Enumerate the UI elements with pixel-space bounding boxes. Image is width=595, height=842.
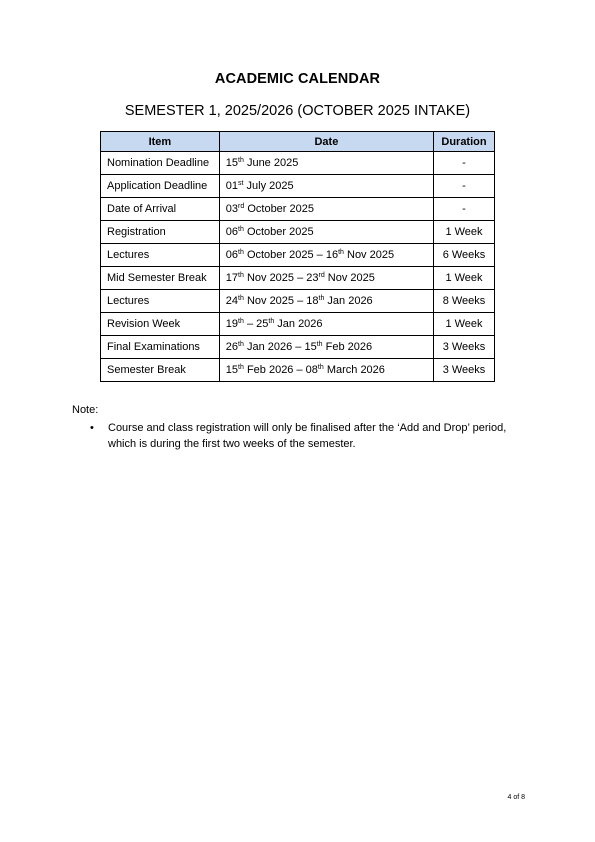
table-header-row — [101, 132, 495, 152]
date-day: 16 — [325, 249, 339, 261]
table-row — [101, 175, 495, 198]
cell-duration: 1 Week — [434, 267, 495, 290]
date-rest: Jan 2026 – — [243, 341, 305, 353]
date-day: 23 — [306, 272, 319, 284]
cell-item: Mid Semester Break — [101, 267, 220, 290]
header-duration: Duration — [434, 132, 495, 152]
date-ordinal-suffix: rd — [238, 203, 245, 210]
cell-item: Registration — [101, 221, 220, 244]
cell-duration: - — [434, 152, 495, 175]
date-ordinal-suffix: th — [238, 272, 244, 279]
cell-date — [219, 175, 433, 198]
date-rest: Nov 2025 – — [243, 295, 307, 307]
cell-duration: 6 Weeks — [434, 244, 495, 267]
date-rest: Feb 2026 — [322, 341, 373, 353]
table-row — [101, 267, 495, 290]
cell-date — [219, 290, 433, 313]
date-ordinal-suffix: th — [318, 295, 325, 302]
cell-duration: 8 Weeks — [434, 290, 495, 313]
header-item: Item — [101, 132, 220, 152]
date-rest: Jan 2026 — [274, 318, 323, 330]
date-rest: July 2025 — [243, 180, 294, 192]
date-day: 06 — [225, 249, 239, 261]
cell-item: Nomination Deadline — [101, 152, 220, 175]
academic-calendar-table — [100, 131, 495, 382]
date-rest: Nov 2025 — [343, 249, 395, 261]
date-day: 08 — [305, 364, 318, 376]
cell-duration: - — [434, 175, 495, 198]
page-number: 4 of 8 — [507, 794, 525, 801]
date-day: 15 — [304, 341, 317, 353]
table-row — [101, 290, 495, 313]
cell-date — [219, 267, 433, 290]
table-row — [101, 336, 495, 359]
date-ordinal-suffix: th — [317, 364, 324, 371]
bullet-icon: • — [90, 422, 94, 434]
cell-date — [219, 198, 433, 221]
header-date: Date — [219, 132, 433, 152]
date-ordinal-suffix: th — [238, 226, 244, 233]
date-ordinal-suffix: th — [238, 157, 244, 164]
table-row — [101, 221, 495, 244]
date-rest: Nov 2025 – — [243, 272, 307, 284]
table-row — [101, 244, 495, 267]
table-row — [101, 152, 495, 175]
cell-item: Application Deadline — [101, 175, 220, 198]
date-rest: Nov 2025 — [324, 272, 375, 284]
date-day: 18 — [306, 295, 319, 307]
date-ordinal-suffix: th — [268, 318, 275, 325]
document-title: ACADEMIC CALENDAR — [214, 71, 381, 87]
cell-duration: 3 Weeks — [434, 359, 495, 382]
date-rest: March 2026 — [323, 364, 385, 376]
cell-item: Semester Break — [101, 359, 220, 382]
date-rest: June 2025 — [243, 157, 299, 169]
date-ordinal-suffix: th — [238, 318, 244, 325]
cell-duration: 1 Week — [434, 313, 495, 336]
cell-date — [219, 313, 433, 336]
date-rest: October 2025 – — [243, 249, 326, 261]
date-ordinal-suffix: th — [338, 249, 344, 256]
date-day: 06 — [225, 226, 239, 238]
cell-item: Lectures — [101, 290, 220, 313]
cell-item: Revision Week — [101, 313, 220, 336]
date-ordinal-suffix: th — [316, 341, 323, 348]
date-ordinal-suffix: th — [238, 364, 244, 371]
table-row — [101, 198, 495, 221]
date-ordinal-suffix: st — [238, 180, 244, 187]
date-day: 19 — [225, 318, 239, 330]
note-text-line-2: which is during the first two weeks of the semester. — [108, 438, 356, 450]
date-day: 24 — [225, 295, 239, 307]
date-rest: Feb 2026 – — [243, 364, 306, 376]
cell-date — [219, 336, 433, 359]
table-body — [101, 152, 495, 382]
date-rest: October 2025 — [244, 203, 314, 215]
cell-duration: 3 Weeks — [434, 336, 495, 359]
date-day: 17 — [225, 272, 239, 284]
date-rest: October 2025 — [243, 226, 314, 238]
date-day: 03 — [225, 203, 239, 215]
date-ordinal-suffix: th — [238, 249, 244, 256]
note-item — [90, 420, 520, 452]
cell-duration: - — [434, 198, 495, 221]
document-subtitle: SEMESTER 1, 2025/2026 (OCTOBER 2025 INTAKE) — [124, 103, 471, 119]
date-ordinal-suffix: rd — [318, 272, 325, 279]
date-day: 25 — [256, 318, 269, 330]
cell-date — [219, 359, 433, 382]
date-day: 15 — [225, 364, 239, 376]
table-row — [101, 359, 495, 382]
date-day: 01 — [225, 180, 239, 192]
cell-item: Final Examinations — [101, 336, 220, 359]
date-rest: Jan 2026 — [324, 295, 373, 307]
cell-item: Date of Arrival — [101, 198, 220, 221]
cell-date — [219, 152, 433, 175]
table-row — [101, 313, 495, 336]
cell-date — [219, 221, 433, 244]
note-label: Note: — [72, 404, 99, 416]
date-ordinal-suffix: th — [238, 341, 244, 348]
note-text-line-1: Course and class registration will only be finalised after the ‘Add and Drop’ period, — [108, 422, 507, 434]
cell-item: Lectures — [101, 244, 220, 267]
cell-date — [219, 244, 433, 267]
note-list — [90, 420, 520, 452]
date-rest: – — [243, 318, 257, 330]
cell-duration: 1 Week — [434, 221, 495, 244]
date-day: 15 — [225, 157, 239, 169]
date-day: 26 — [225, 341, 239, 353]
date-ordinal-suffix: th — [238, 295, 244, 302]
